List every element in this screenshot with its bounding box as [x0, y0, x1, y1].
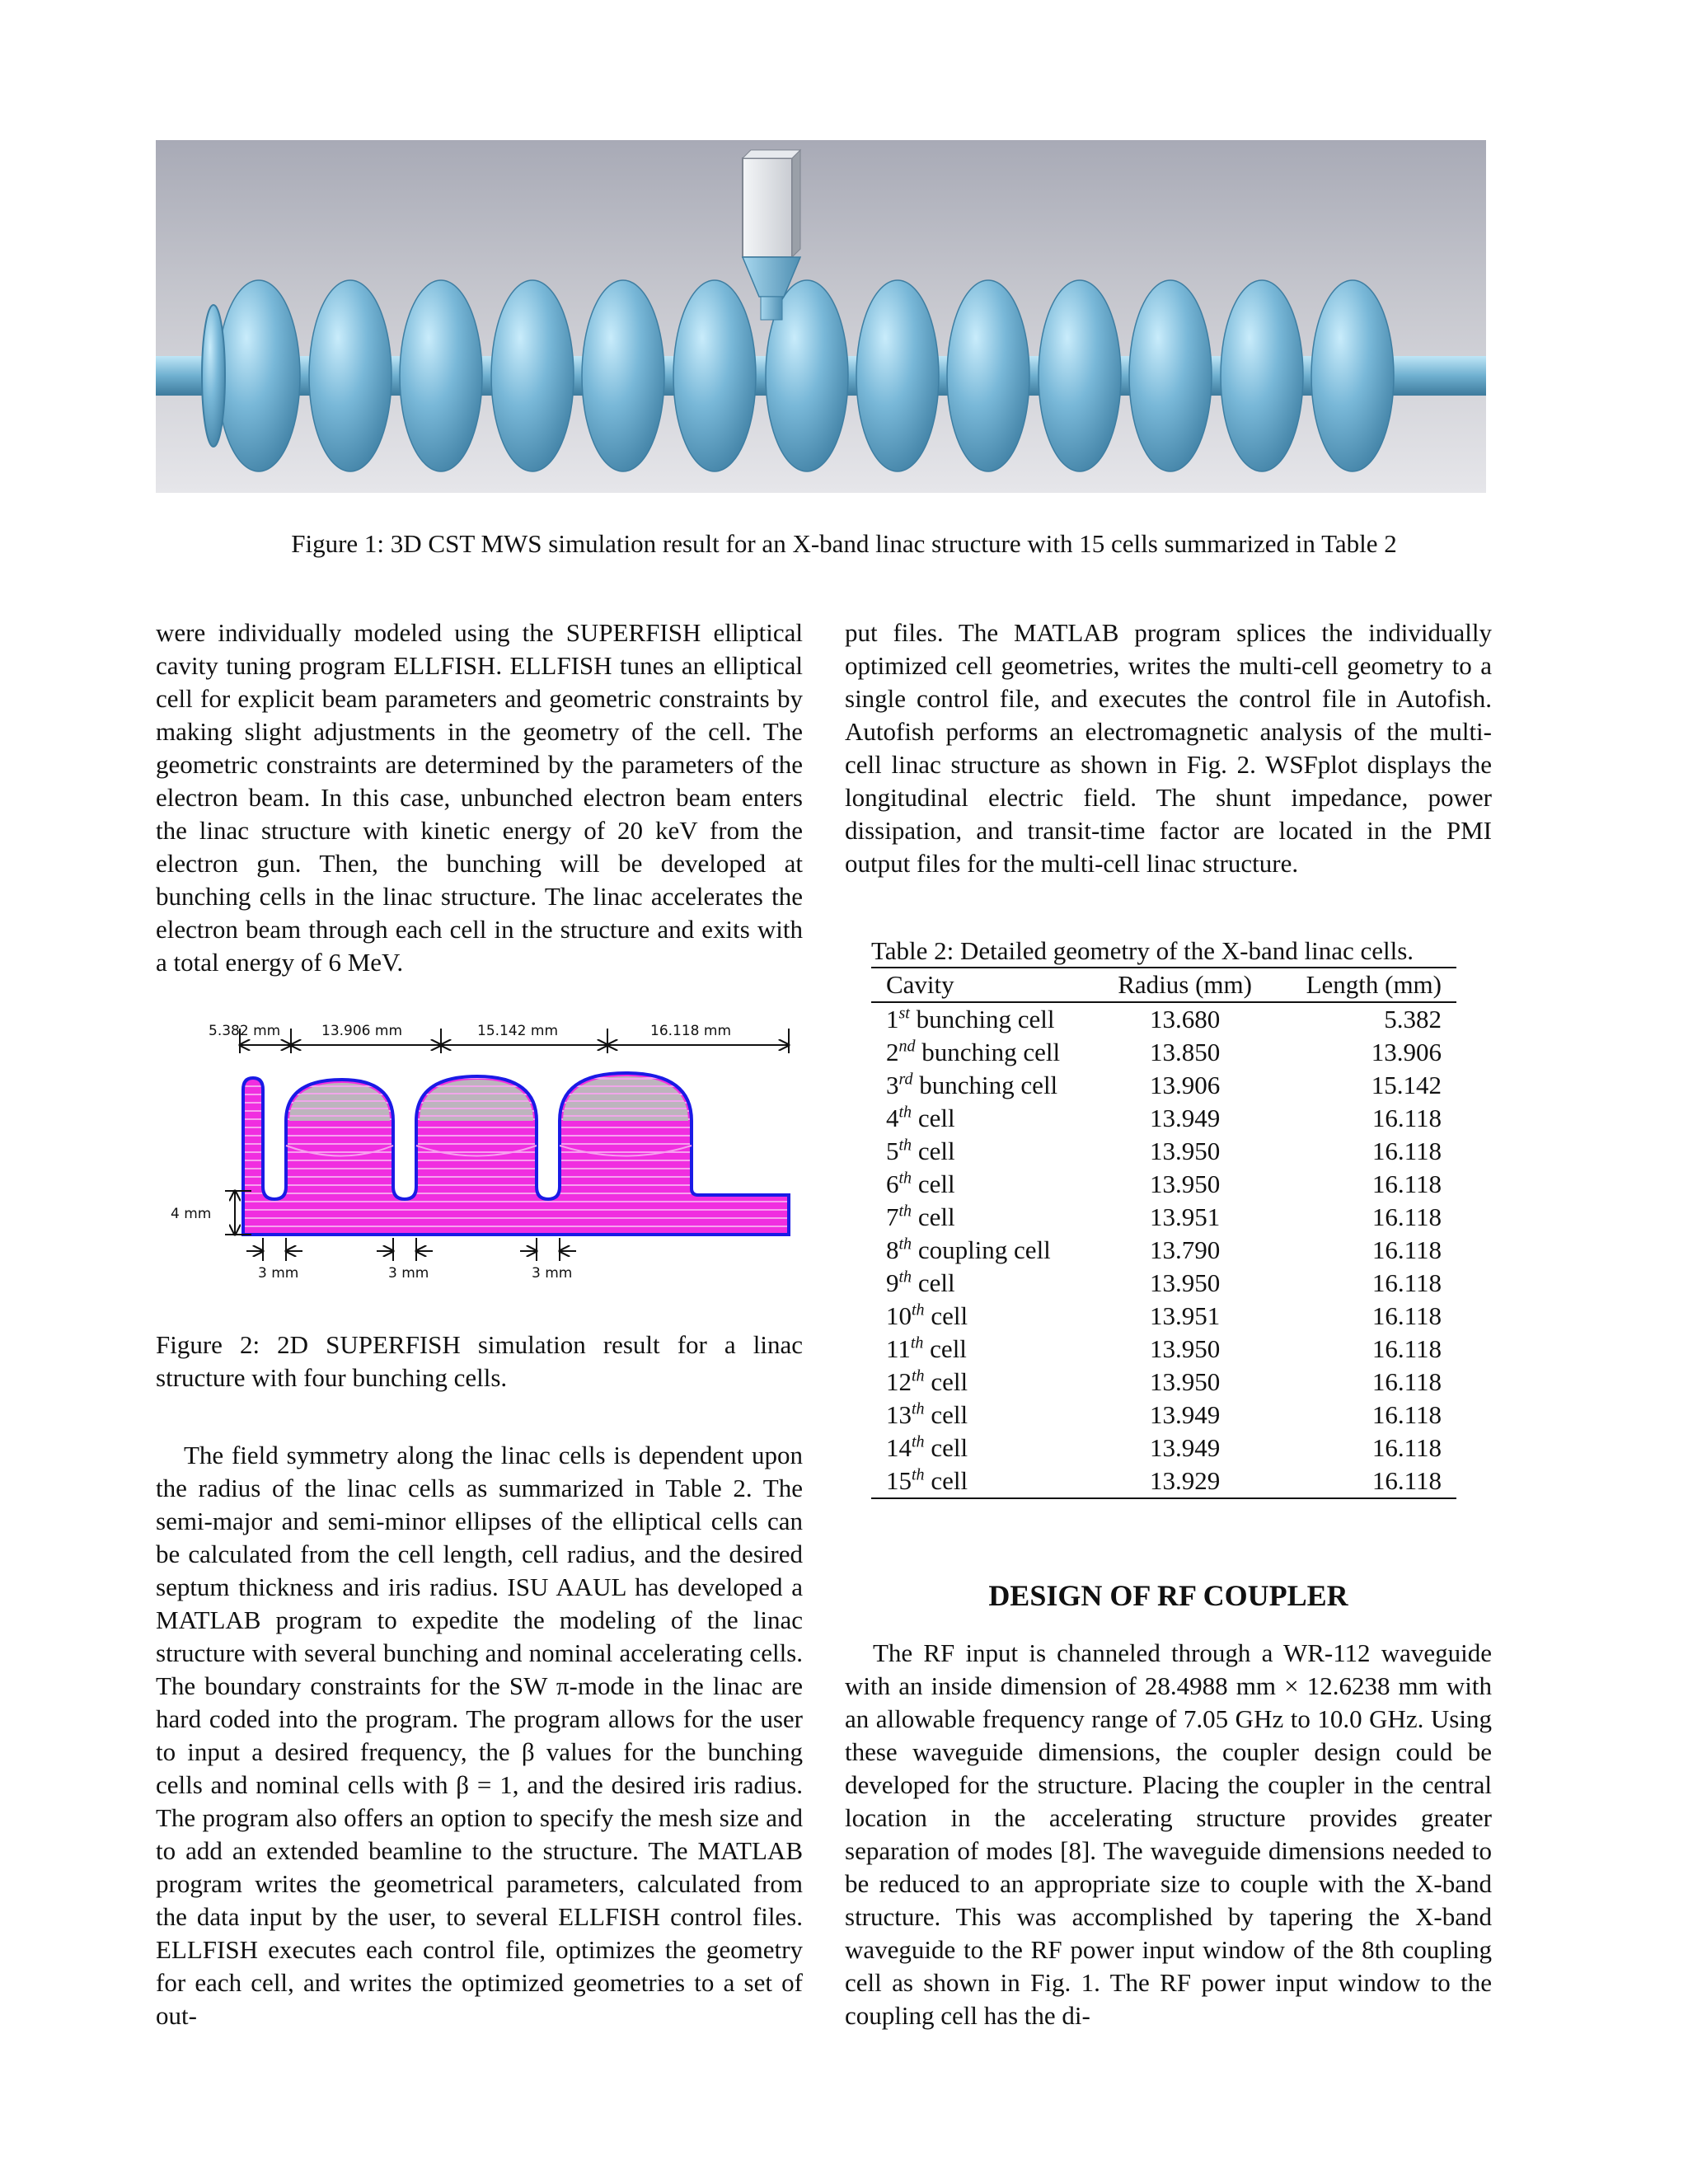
cell-radius: 13.949: [1150, 1433, 1221, 1462]
cell-radius: 13.850: [1150, 1038, 1221, 1066]
paragraph: were individually modeled using the SUPERFISH elliptical cavity tuning program ELLFISH. ELLFISH tunes an elliptical cell for explicit beam parameters and geometric constraints by making slight adjustments in the geometry of the cell. The geometric constraints are determined by the parameters of the electron beam. In this case, unbunched electron beam enters the linac structure with kinetic energy of 20 keV from the electron gun. Then, the bunching will be developed at bunching cells in the linac structure. The linac accelerates the electron beam through each cell in the structure and exits with a total energy of 6 MeV.: [156, 618, 803, 977]
superfish-field-plot: [161, 1014, 812, 1310]
cavity-label: cell: [917, 1104, 955, 1132]
linac-cell-11: [1129, 280, 1212, 471]
cavity-label: cell: [917, 1169, 955, 1198]
table-2: [871, 967, 1456, 1499]
cell-length: 16.118: [1372, 1466, 1442, 1495]
cell-radius: 13.949: [1150, 1104, 1221, 1132]
cell-cavity: [871, 1300, 1095, 1333]
cell-radius: 13.949: [1150, 1400, 1221, 1429]
linac-cell-4: [491, 280, 574, 471]
cell-length: 16.118: [1372, 1169, 1442, 1198]
cavity-number: 13: [886, 1400, 912, 1429]
dim-label-4mm: 4 mm: [171, 1206, 212, 1222]
linac-cell-9: [947, 280, 1029, 471]
cell-cavity: [871, 1432, 1095, 1465]
dimension-lines-bottom: [246, 1238, 576, 1261]
cavity-ordinal: th: [898, 1103, 912, 1122]
cavity-number: 9: [886, 1268, 899, 1297]
table-row: [871, 1399, 1456, 1432]
cavity-ordinal: th: [898, 1202, 912, 1221]
cavity-number: 6: [886, 1169, 899, 1198]
cavity-number: 14: [886, 1433, 912, 1462]
dim-label-cell-1: 5.382 mm: [209, 1023, 281, 1039]
cavity-label: cell: [930, 1334, 967, 1363]
right-column-text-top: [845, 616, 1492, 880]
cell-length: 16.118: [1372, 1301, 1442, 1330]
linac-cell-2: [309, 280, 392, 471]
cavity-ordinal: st: [898, 1004, 910, 1023]
cavity-label: coupling cell: [917, 1235, 1051, 1264]
cell-cavity: [871, 1168, 1095, 1201]
cell-radius: 13.950: [1150, 1334, 1221, 1363]
cavity-ordinal: th: [912, 1465, 925, 1484]
cell-cavity: [871, 1069, 1095, 1102]
table-row: [871, 1201, 1456, 1234]
cavity-number: 4: [886, 1104, 899, 1132]
cavity-ordinal: th: [912, 1399, 925, 1418]
dim-label-iris-1: 3 mm: [258, 1265, 299, 1282]
cell-length: 5.382: [1384, 1005, 1442, 1033]
table-row: [871, 1069, 1456, 1102]
cavity-label: cell: [917, 1202, 955, 1231]
table-row: [871, 1432, 1456, 1465]
cell-length: 16.118: [1372, 1202, 1442, 1231]
cell-cavity: [871, 1465, 1095, 1498]
left-column-text-top: [156, 616, 803, 979]
figure-1-image: [156, 140, 1486, 493]
table-row: [871, 1465, 1456, 1498]
cavity-number: 8: [886, 1235, 899, 1264]
cell-radius: 13.906: [1150, 1071, 1221, 1099]
cell-length: 16.118: [1372, 1137, 1442, 1165]
cell-radius: 13.680: [1150, 1005, 1221, 1033]
cell-cavity: [871, 1002, 1095, 1036]
cavity-number: 10: [886, 1301, 912, 1330]
end-flange: [202, 305, 225, 447]
linac-3d-render: [156, 140, 1486, 493]
cell-length: 13.906: [1371, 1038, 1442, 1066]
cell-cavity: [871, 1366, 1095, 1399]
cavity-label: cell: [931, 1466, 968, 1495]
cavity-number: 3: [886, 1071, 899, 1099]
table-row: [871, 1333, 1456, 1366]
cell-radius: 13.950: [1150, 1137, 1221, 1165]
cavity-ordinal: rd: [898, 1070, 913, 1089]
table-body: [871, 1002, 1456, 1498]
cell-radius: 13.950: [1150, 1367, 1221, 1396]
cavity-label: bunching cell: [919, 1071, 1058, 1099]
cell-radius: 13.790: [1150, 1235, 1221, 1264]
cavity-label: bunching cell: [921, 1038, 1061, 1066]
header-radius: Radius (mm): [1118, 970, 1252, 999]
cavity-label: cell: [917, 1137, 955, 1165]
cell-radius: 13.951: [1150, 1202, 1221, 1231]
cavity-ordinal: th: [898, 1169, 912, 1188]
cell-radius: 13.929: [1150, 1466, 1221, 1495]
cavity-number: 5: [886, 1137, 899, 1165]
cell-length: 16.118: [1372, 1400, 1442, 1429]
table-row: [871, 1036, 1456, 1069]
paragraph: The RF input is channeled through a WR-112 waveguide with an inside dimension of 28.4988 mm × 12.6238 mm with an allowable frequency range of 7.05 GHz to 10.0 GHz. Using these waveguide dimensions, the coupler design could be developed for the structure. Placing the coupler in the central location in the accelerating structure provides greater separation of modes [8]. The waveguide dimensions needed to be reduced to an appropriate size to couple with the X-band structure. This was accomplished by tapering the X-band waveguide to the RF power input window of the 8th coupling cell as shown in Fig. 1. The RF power input window to the coupling cell has the di-: [845, 1638, 1492, 2030]
table-row: [871, 1135, 1456, 1168]
cavity-ordinal: th: [912, 1432, 925, 1451]
cell-radius: 13.951: [1150, 1301, 1221, 1330]
table-row: [871, 1267, 1456, 1300]
cell-length: 16.118: [1372, 1433, 1442, 1462]
table-2-caption: Table 2: Detailed geometry of the X-band linac cells.: [871, 936, 1414, 965]
cell-cavity: [871, 1135, 1095, 1168]
table-row: [871, 1300, 1456, 1333]
linac-cell-5: [582, 280, 664, 471]
section-heading: DESIGN OF RF COUPLER: [988, 1579, 1348, 1612]
cell-cavity: [871, 1036, 1095, 1069]
figure-2-caption: Figure 2: 2D SUPERFISH simulation result for a linac structure with four bunching cells.: [156, 1330, 803, 1392]
table-row: [871, 1102, 1456, 1135]
cell-length: 16.118: [1372, 1268, 1442, 1297]
figure-2-image: [161, 1014, 812, 1310]
dim-label-iris-2: 3 mm: [388, 1265, 429, 1282]
cell-cavity: [871, 1267, 1095, 1300]
cell-length: 16.118: [1372, 1235, 1442, 1264]
cell-radius: 13.950: [1150, 1268, 1221, 1297]
table-header-row: [871, 968, 1456, 1002]
cavity-label: cell: [931, 1433, 968, 1462]
cavity-ordinal: th: [912, 1366, 925, 1385]
cell-length: 16.118: [1372, 1367, 1442, 1396]
linac-cell-8: [856, 280, 939, 471]
linac-cell-10: [1039, 280, 1121, 471]
cavity-number: 12: [886, 1367, 912, 1396]
cavity-ordinal: th: [898, 1136, 912, 1155]
table-row: [871, 1234, 1456, 1267]
cavity-ordinal: th: [898, 1268, 912, 1286]
cell-cavity: [871, 1399, 1095, 1432]
cell-cavity: [871, 1201, 1095, 1234]
cavity-number: 15: [886, 1466, 912, 1495]
cavity-label: cell: [931, 1367, 968, 1396]
figure-1-caption: Figure 1: 3D CST MWS simulation result for an X-band linac structure with 15 cells summarized in Table 2: [291, 529, 1397, 558]
cell-radius: 13.950: [1150, 1169, 1221, 1198]
linac-cell-3: [400, 280, 482, 471]
cell-cavity: [871, 1333, 1095, 1366]
cell-length: 16.118: [1372, 1334, 1442, 1363]
dim-label-cell-4: 16.118 mm: [650, 1023, 732, 1039]
cavity-number: 11: [886, 1334, 911, 1363]
linac-cell-12: [1221, 280, 1303, 471]
cavity-ordinal: nd: [898, 1037, 916, 1056]
dim-label-cell-2: 13.906 mm: [321, 1023, 403, 1039]
right-column-text-bottom: [845, 1637, 1492, 2032]
table-row: [871, 1366, 1456, 1399]
paragraph: The field symmetry along the linac cells is dependent upon the radius of the linac cells as summarized in Table 2. The semi-major and semi-minor ellipses of the elliptical cells can be calculated from the cell length, cell radius, and the desired septum thickness and iris radius. ISU AAUL has developed a MATLAB program to expedite the modeling of the linac structure with several bunching and nominal accelerating cells. The boundary constraints for the SW π-mode in the linac are hard coded into the program. The program allows for the user to input a desired frequency, the β values for the bunching cells and nominal cells with β = 1, and the desired iris radius. The program also offers an option to specify the mesh size and to add an extended beamline to the structure. The MATLAB program writes the geometrical parameters, calculated from the data input by the user, to several ELLFISH control files. ELLFISH executes each control file, optimizes the geometry for each cell, and writes the optimized geometries to a set of out-: [156, 1441, 803, 2030]
cavity-label: cell: [931, 1400, 968, 1429]
left-column-text-bottom: [156, 1439, 803, 2032]
linac-cell-1: [218, 280, 300, 471]
cavity-number: 1: [886, 1005, 899, 1033]
cavity-number: 7: [886, 1202, 899, 1231]
table-row: [871, 1168, 1456, 1201]
cell-cavity: [871, 1102, 1095, 1135]
cavity-label: bunching cell: [916, 1005, 1055, 1033]
dim-label-cell-3: 15.142 mm: [477, 1023, 559, 1039]
cavity-ordinal: th: [910, 1333, 924, 1352]
cavity-number: 2: [886, 1038, 899, 1066]
cell-length: 16.118: [1372, 1104, 1442, 1132]
cell-cavity: [871, 1234, 1095, 1267]
header-cavity: Cavity: [886, 970, 954, 999]
header-length: Length (mm): [1306, 970, 1442, 999]
cavity-ordinal: th: [898, 1235, 912, 1254]
dim-label-iris-3: 3 mm: [532, 1265, 573, 1282]
linac-cell-13: [1311, 280, 1394, 471]
linac-cell-6: [673, 280, 756, 471]
cavity-ordinal: th: [912, 1301, 925, 1319]
cavity-label: cell: [931, 1301, 968, 1330]
cavity-label: cell: [917, 1268, 955, 1297]
paragraph: put files. The MATLAB program splices the individually optimized cell geometries, writes the multi-cell geometry to a single control file, and executes the control file in Autofish. Autofish performs an electromagnetic analysis of the multi-cell linac structure as shown in Fig. 2. WSFplot displays the longitudinal electric field. The shunt impedance, power dissipation, and transit-time factor are located in the PMI output files for the multi-cell linac structure.: [845, 618, 1492, 878]
cell-length: 15.142: [1371, 1071, 1442, 1099]
table-row: [871, 1002, 1456, 1036]
